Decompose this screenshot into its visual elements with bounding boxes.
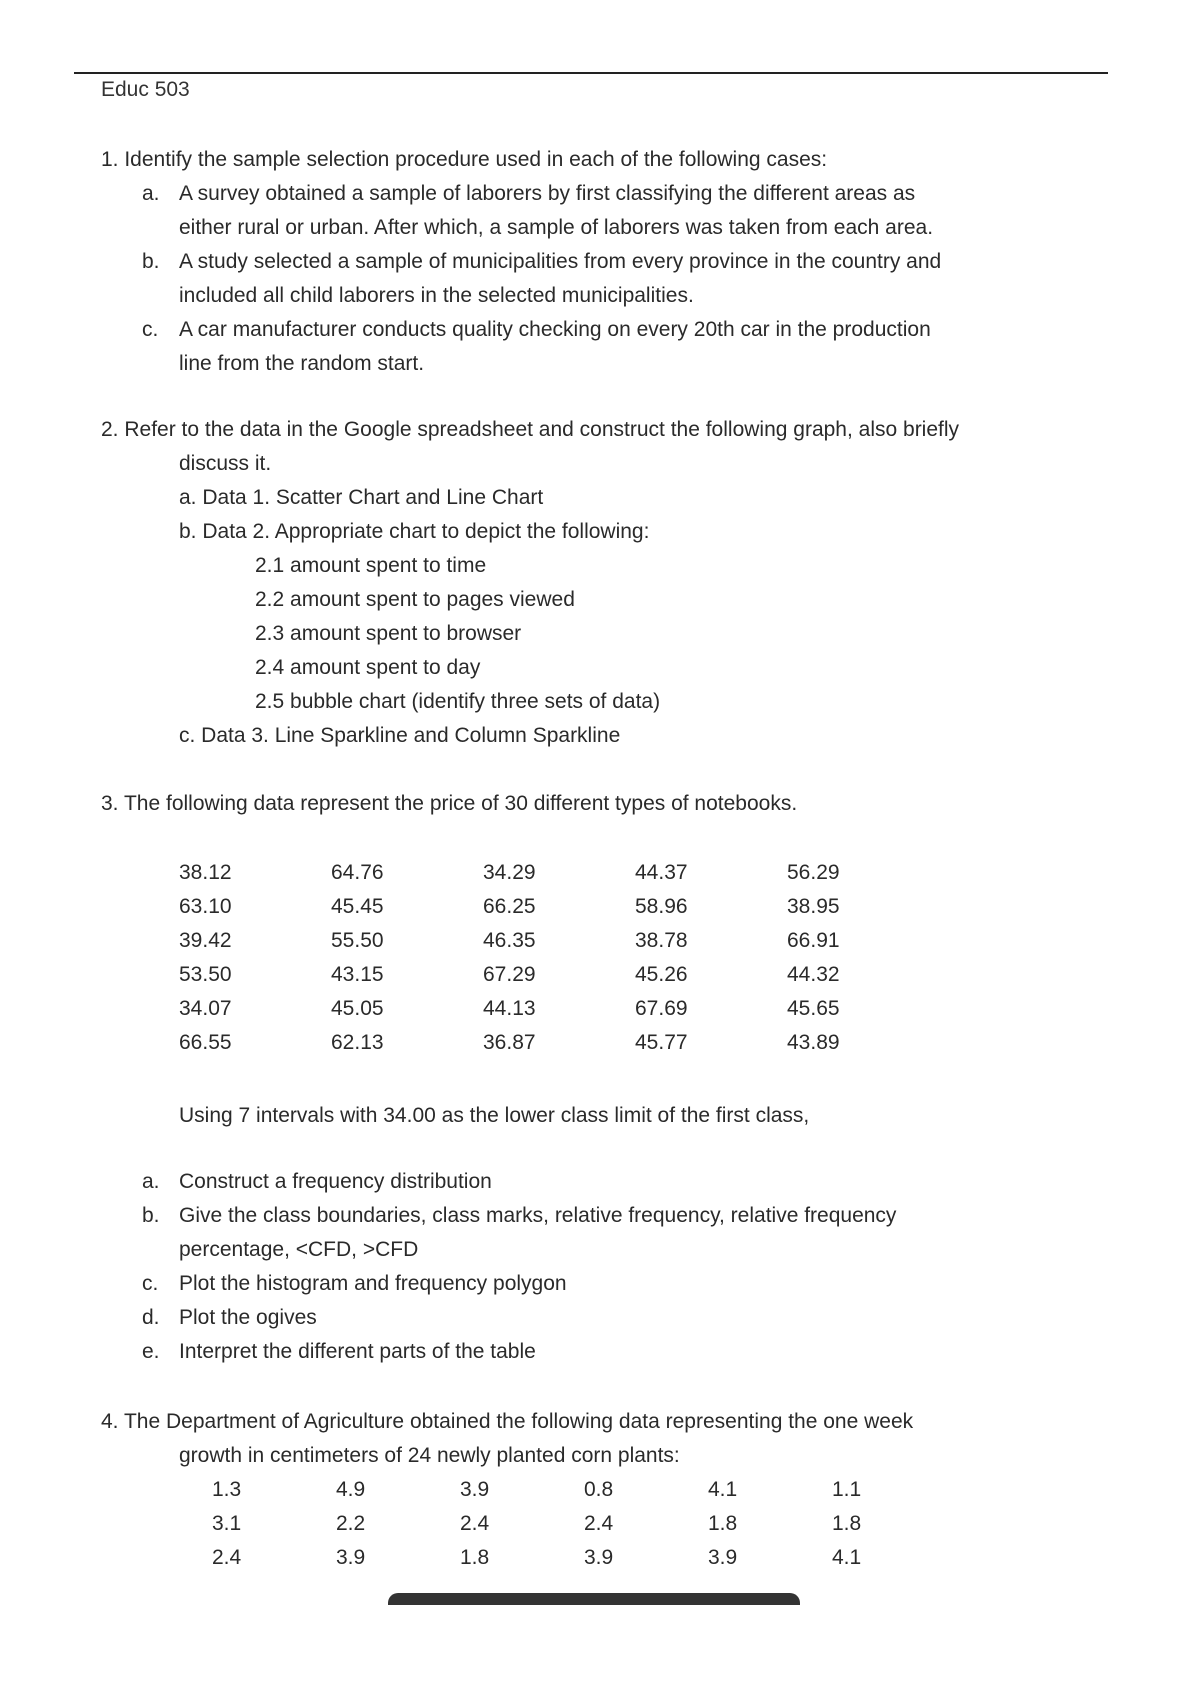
q1-item-b-line2: included all child laborers in the selected municipalities. [179, 284, 694, 307]
q3-item-c-label: c. [142, 1272, 159, 1295]
q3-item-b-line1: Give the class boundaries, class marks, relative frequency, relative frequency [179, 1204, 897, 1227]
q3-row [0, 1031, 1200, 1061]
q3-cell: 63.10 [179, 895, 232, 918]
q3-cell: 39.42 [179, 929, 232, 952]
q4-row [0, 1512, 1200, 1542]
q1-item-a-line1: A survey obtained a sample of laborers by first classifying the different areas as [179, 182, 916, 205]
q3-cell: 44.37 [635, 861, 688, 884]
q4-cell: 1.8 [460, 1546, 490, 1569]
q3-row [0, 929, 1200, 959]
q3-cell: 38.78 [635, 929, 688, 952]
q4-stem-line2: growth in centimeters of 24 newly planted corn plants: [179, 1444, 680, 1467]
q1-item-c-line2: line from the random start. [179, 352, 425, 375]
header-rule [74, 72, 1108, 74]
q2-b-item-5: 2.5 bubble chart (identify three sets of data) [255, 690, 661, 713]
q3-cell: 55.50 [331, 929, 384, 952]
q3-cell: 64.76 [331, 861, 384, 884]
q3-cell: 67.69 [635, 997, 688, 1020]
q3-cell: 38.12 [179, 861, 232, 884]
q4-cell: 2.4 [584, 1512, 614, 1535]
q3-cell: 56.29 [787, 861, 840, 884]
q3-item-e-line1: Interpret the different parts of the table [179, 1340, 536, 1363]
q2-b-item-2: 2.2 amount spent to pages viewed [255, 588, 575, 611]
q3-cell: 34.29 [483, 861, 536, 884]
q4-cell: 0.8 [584, 1478, 614, 1501]
q3-cell: 58.96 [635, 895, 688, 918]
q3-row [0, 861, 1200, 891]
q3-stem: 3. The following data represent the price of 30 different types of notebooks. [101, 792, 798, 815]
q3-cell: 45.65 [787, 997, 840, 1020]
q4-cell: 4.1 [832, 1546, 862, 1569]
q2-item-a: a. Data 1. Scatter Chart and Line Chart [179, 486, 544, 509]
q1-item-c-label: c. [142, 318, 159, 341]
q3-cell: 38.95 [787, 895, 840, 918]
q4-cell: 4.9 [336, 1478, 366, 1501]
q3-item-a-label: a. [142, 1170, 160, 1193]
q4-cell: 2.2 [336, 1512, 366, 1535]
q3-row [0, 895, 1200, 925]
q3-cell: 43.89 [787, 1031, 840, 1054]
q4-cell: 1.8 [832, 1512, 862, 1535]
q3-item-c-line1: Plot the histogram and frequency polygon [179, 1272, 567, 1295]
q2-b-item-1: 2.1 amount spent to time [255, 554, 487, 577]
q3-cell: 44.32 [787, 963, 840, 986]
q4-row [0, 1546, 1200, 1576]
q3-cell: 53.50 [179, 963, 232, 986]
q2-b-item-4: 2.4 amount spent to day [255, 656, 481, 679]
q3-cell: 44.13 [483, 997, 536, 1020]
course-code: Educ 503 [101, 78, 190, 101]
q4-row [0, 1478, 1200, 1508]
q4-cell: 3.9 [708, 1546, 738, 1569]
q4-cell: 1.3 [212, 1478, 242, 1501]
q1-stem: 1. Identify the sample selection procedure used in each of the following cases: [101, 148, 828, 171]
q3-row [0, 997, 1200, 1027]
q1-item-b-line1: A study selected a sample of municipalities from every province in the country and [179, 250, 942, 273]
q4-stem-line1: 4. The Department of Agriculture obtained the following data representing the one week [101, 1410, 914, 1433]
q2-item-b: b. Data 2. Appropriate chart to depict the following: [179, 520, 650, 543]
q3-item-b-line2: percentage, <CFD, >CFD [179, 1238, 419, 1261]
q3-row [0, 963, 1200, 993]
q3-cell: 62.13 [331, 1031, 384, 1054]
q3-cell: 45.26 [635, 963, 688, 986]
q3-item-d-label: d. [142, 1306, 160, 1329]
q1-item-b-label: b. [142, 250, 160, 273]
q3-cell: 43.15 [331, 963, 384, 986]
q1-item-a-line2: either rural or urban. After which, a sample of laborers was taken from each area. [179, 216, 934, 239]
q4-cell: 2.4 [212, 1546, 242, 1569]
q3-instruction: Using 7 intervals with 34.00 as the lower class limit of the first class, [179, 1104, 810, 1127]
q3-item-d-line1: Plot the ogives [179, 1306, 317, 1329]
q3-cell: 67.29 [483, 963, 536, 986]
q3-cell: 45.77 [635, 1031, 688, 1054]
q4-cell: 3.1 [212, 1512, 242, 1535]
q3-item-e-label: e. [142, 1340, 160, 1363]
q3-cell: 45.05 [331, 997, 384, 1020]
q4-cell: 3.9 [460, 1478, 490, 1501]
q1-item-c-line1: A car manufacturer conducts quality checking on every 20th car in the production [179, 318, 931, 341]
q2-item-c: c. Data 3. Line Sparkline and Column Sparkline [179, 724, 621, 747]
q4-cell: 1.8 [708, 1512, 738, 1535]
q3-cell: 34.07 [179, 997, 232, 1020]
q3-item-a-line1: Construct a frequency distribution [179, 1170, 492, 1193]
q1-item-a-label: a. [142, 182, 160, 205]
q3-cell: 66.25 [483, 895, 536, 918]
q4-cell: 3.9 [584, 1546, 614, 1569]
q3-cell: 46.35 [483, 929, 536, 952]
q2-stem-line1: 2. Refer to the data in the Google spreadsheet and construct the following graph, also briefly [101, 418, 960, 441]
q4-cell: 3.9 [336, 1546, 366, 1569]
q3-cell: 36.87 [483, 1031, 536, 1054]
q2-stem-line2: discuss it. [179, 452, 272, 475]
q4-cell: 2.4 [460, 1512, 490, 1535]
q4-cell: 4.1 [708, 1478, 738, 1501]
q3-cell: 66.55 [179, 1031, 232, 1054]
q3-item-b-label: b. [142, 1204, 160, 1227]
q3-cell: 45.45 [331, 895, 384, 918]
q4-cell: 1.1 [832, 1478, 862, 1501]
q2-b-item-3: 2.3 amount spent to browser [255, 622, 522, 645]
page-cutoff-bar [388, 1593, 800, 1605]
q3-cell: 66.91 [787, 929, 840, 952]
